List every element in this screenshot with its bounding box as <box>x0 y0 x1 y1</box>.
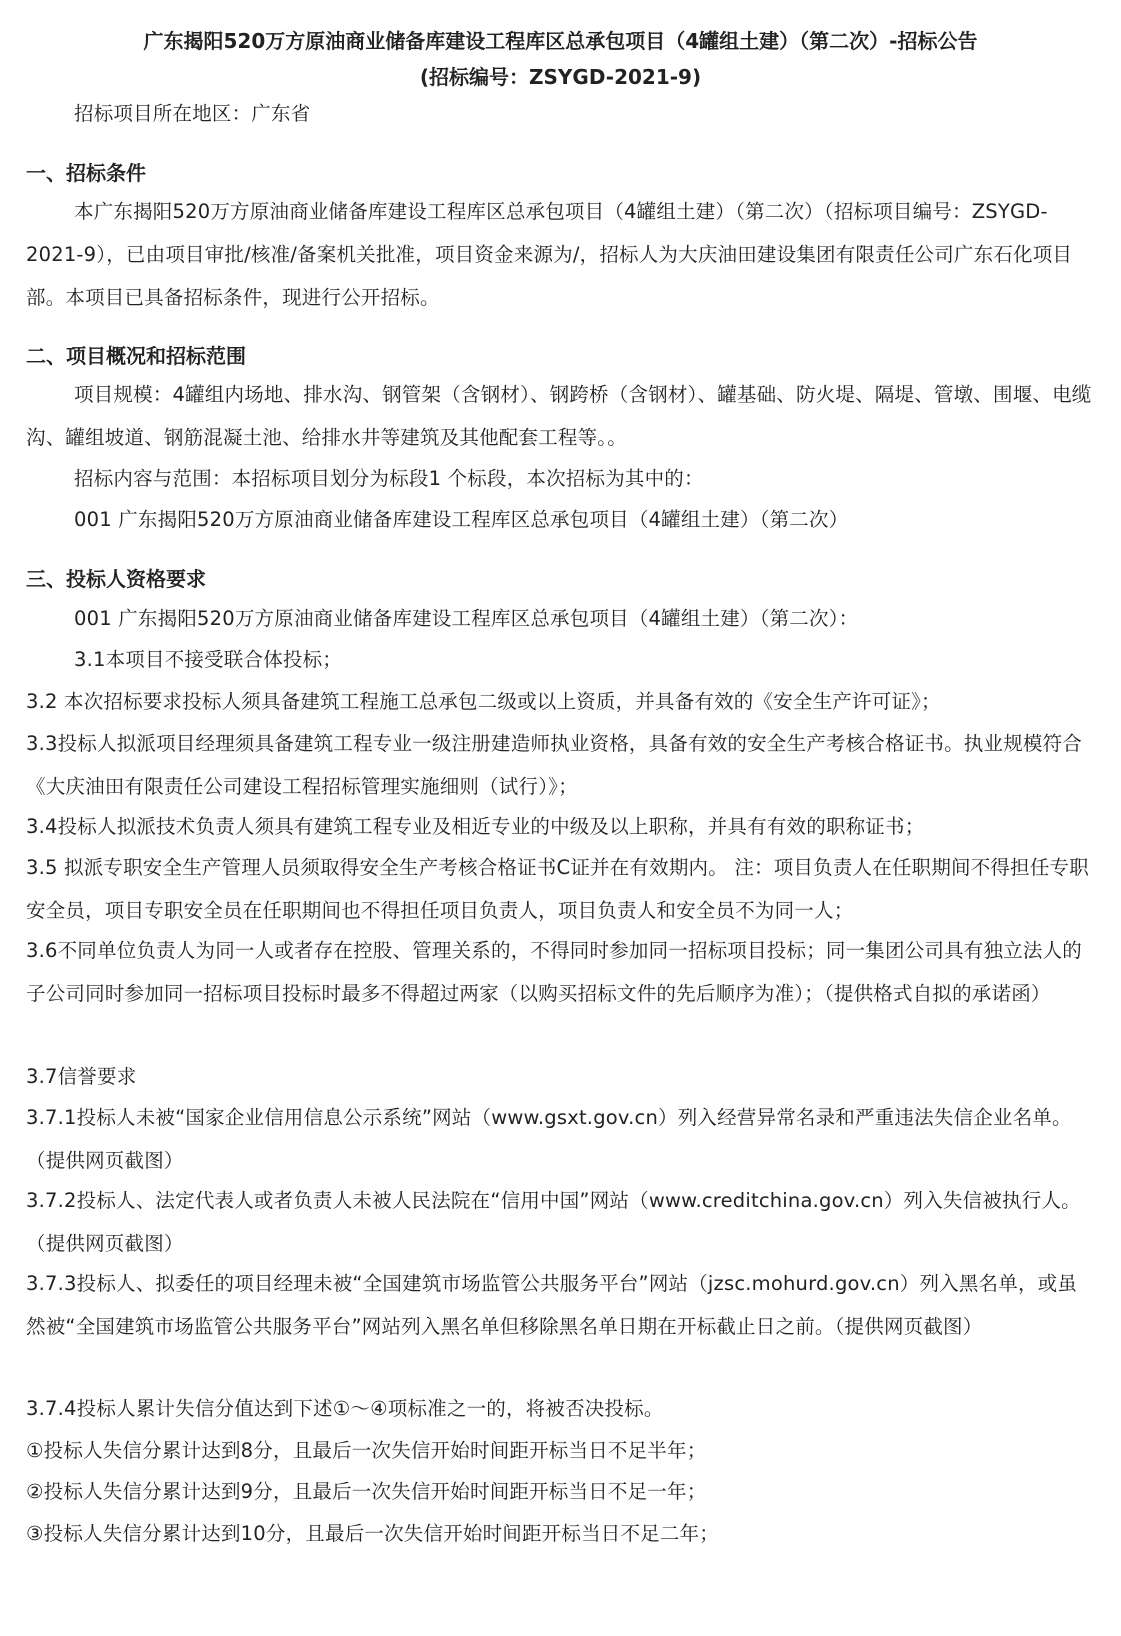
tender-lot-text: 001 广东揭阳520万方原油商业储备库建设工程库区总承包项目（4罐组土建）（第二次） <box>74 508 849 531</box>
requirement-3-6: 3.6不同单位负责人为同一人或者存在控股、管理关系的，不得同时参加同一招标项目投标；同一集团公司具有独立法人的子公司同时参加同一招标项目投标时最多不得超过两家（以购买招标文件的先后顺序为准）；（提供格式自拟的承诺函） <box>26 939 1083 1005</box>
project-scale-text: 项目规模：4罐组内场地、排水沟、钢管架（含钢材）、钢跨桥（含钢材）、罐基础、防火堤、隔堤、管墩、围堰、电缆沟、罐组坡道、钢筋混凝土池、给排水井等建筑及其他配套工程等。。 <box>26 383 1092 449</box>
project-region: 招标项目所在地区：广东省 <box>74 102 311 125</box>
requirement-3-7-4: 3.7.4投标人累计失信分值达到下述①～④项标准之一的，将被否决投标。 <box>26 1397 664 1420</box>
requirement-3-2: 3.2 本次招标要求投标人须具备建筑工程施工总承包二级或以上资质，并具备有效的《安全生产许可证》； <box>26 690 941 713</box>
requirement-3-7-1: 3.7.1投标人未被“国家企业信用信息公示系统”网站（www.gsxt.gov.cn）列入经营异常名录和严重违法失信企业名单。（提供网页截图） <box>26 1106 1072 1172</box>
tender-number: (招标编号：ZSYGD-2021-9) <box>419 65 702 89</box>
section-heading-tender-conditions: 一、招标条件 <box>26 161 146 185</box>
section-heading-project-overview: 二、项目概况和招标范围 <box>26 344 246 368</box>
requirement-3-4: 3.4投标人拟派技术负责人须具有建筑工程专业及相近专业的中级及以上职称，并具有有效的职称证书； <box>26 815 925 838</box>
tender-scope-text: 招标内容与范围：本招标项目划分为标段1 个标段，本次招标为其中的： <box>74 467 704 490</box>
document-title: 广东揭阳520万方原油商业储备库建设工程库区总承包项目（4罐组土建）（第二次）-招标公告 <box>143 29 978 53</box>
criterion-2: ②投标人失信分累计达到9分，且最后一次失信开始时间距开标当日不足一年； <box>26 1480 707 1503</box>
section-heading-bidder-qualifications: 三、投标人资格要求 <box>26 567 206 591</box>
qualification-lot-text: 001 广东揭阳520万方原油商业储备库建设工程库区总承包项目（4罐组土建）（第二次）： <box>74 607 859 630</box>
requirement-3-5: 3.5 拟派专职安全生产管理人员须取得安全生产考核合格证书C证并在有效期内。 注：项目负责人在任职期间不得担任专职安全员，项目专职安全员在任职期间也不得担任项目负责人，项目负责人和安全员不为同一人； <box>26 856 1089 922</box>
requirement-3-3: 3.3投标人拟派项目经理须具备建筑工程专业一级注册建造师执业资格，具备有效的安全生产考核合格证书。执业规模符合《大庆油田有限责任公司建设工程招标管理实施细则（试行）》； <box>26 732 1083 798</box>
tender-conditions-text: 本广东揭阳520万方原油商业储备库建设工程库区总承包项目（4罐组土建）（第二次）（招标项目编号：ZSYGD-2021-9），已由项目审批/核准/备案机关批准，项目资金来源为/，招标人为大庆油田建设集团有限责任公司广东石化项目部。本项目已具备招标条件，现进行公开招标。 <box>26 200 1073 309</box>
requirement-3-7: 3.7信誉要求 <box>26 1065 137 1088</box>
criterion-3: ③投标人失信分累计达到10分，且最后一次失信开始时间距开标当日不足二年； <box>26 1522 719 1545</box>
criterion-1: ①投标人失信分累计达到8分，且最后一次失信开始时间距开标当日不足半年； <box>26 1439 707 1462</box>
requirement-3-1: 3.1本项目不接受联合体投标； <box>74 648 343 671</box>
requirement-3-7-2: 3.7.2投标人、法定代表人或者负责人未被人民法院在“信用中国”网站（www.creditchina.gov.cn）列入失信被执行人。（提供网页截图） <box>26 1189 1081 1255</box>
requirement-3-7-3: 3.7.3投标人、拟委任的项目经理未被“全国建筑市场监管公共服务平台”网站（jzsc.mohurd.gov.cn）列入黑名单，或虽然被“全国建筑市场监管公共服务平台”网站列入黑名单但移除黑名单日期在开标截止日之前。（提供网页截图） <box>26 1272 1078 1338</box>
